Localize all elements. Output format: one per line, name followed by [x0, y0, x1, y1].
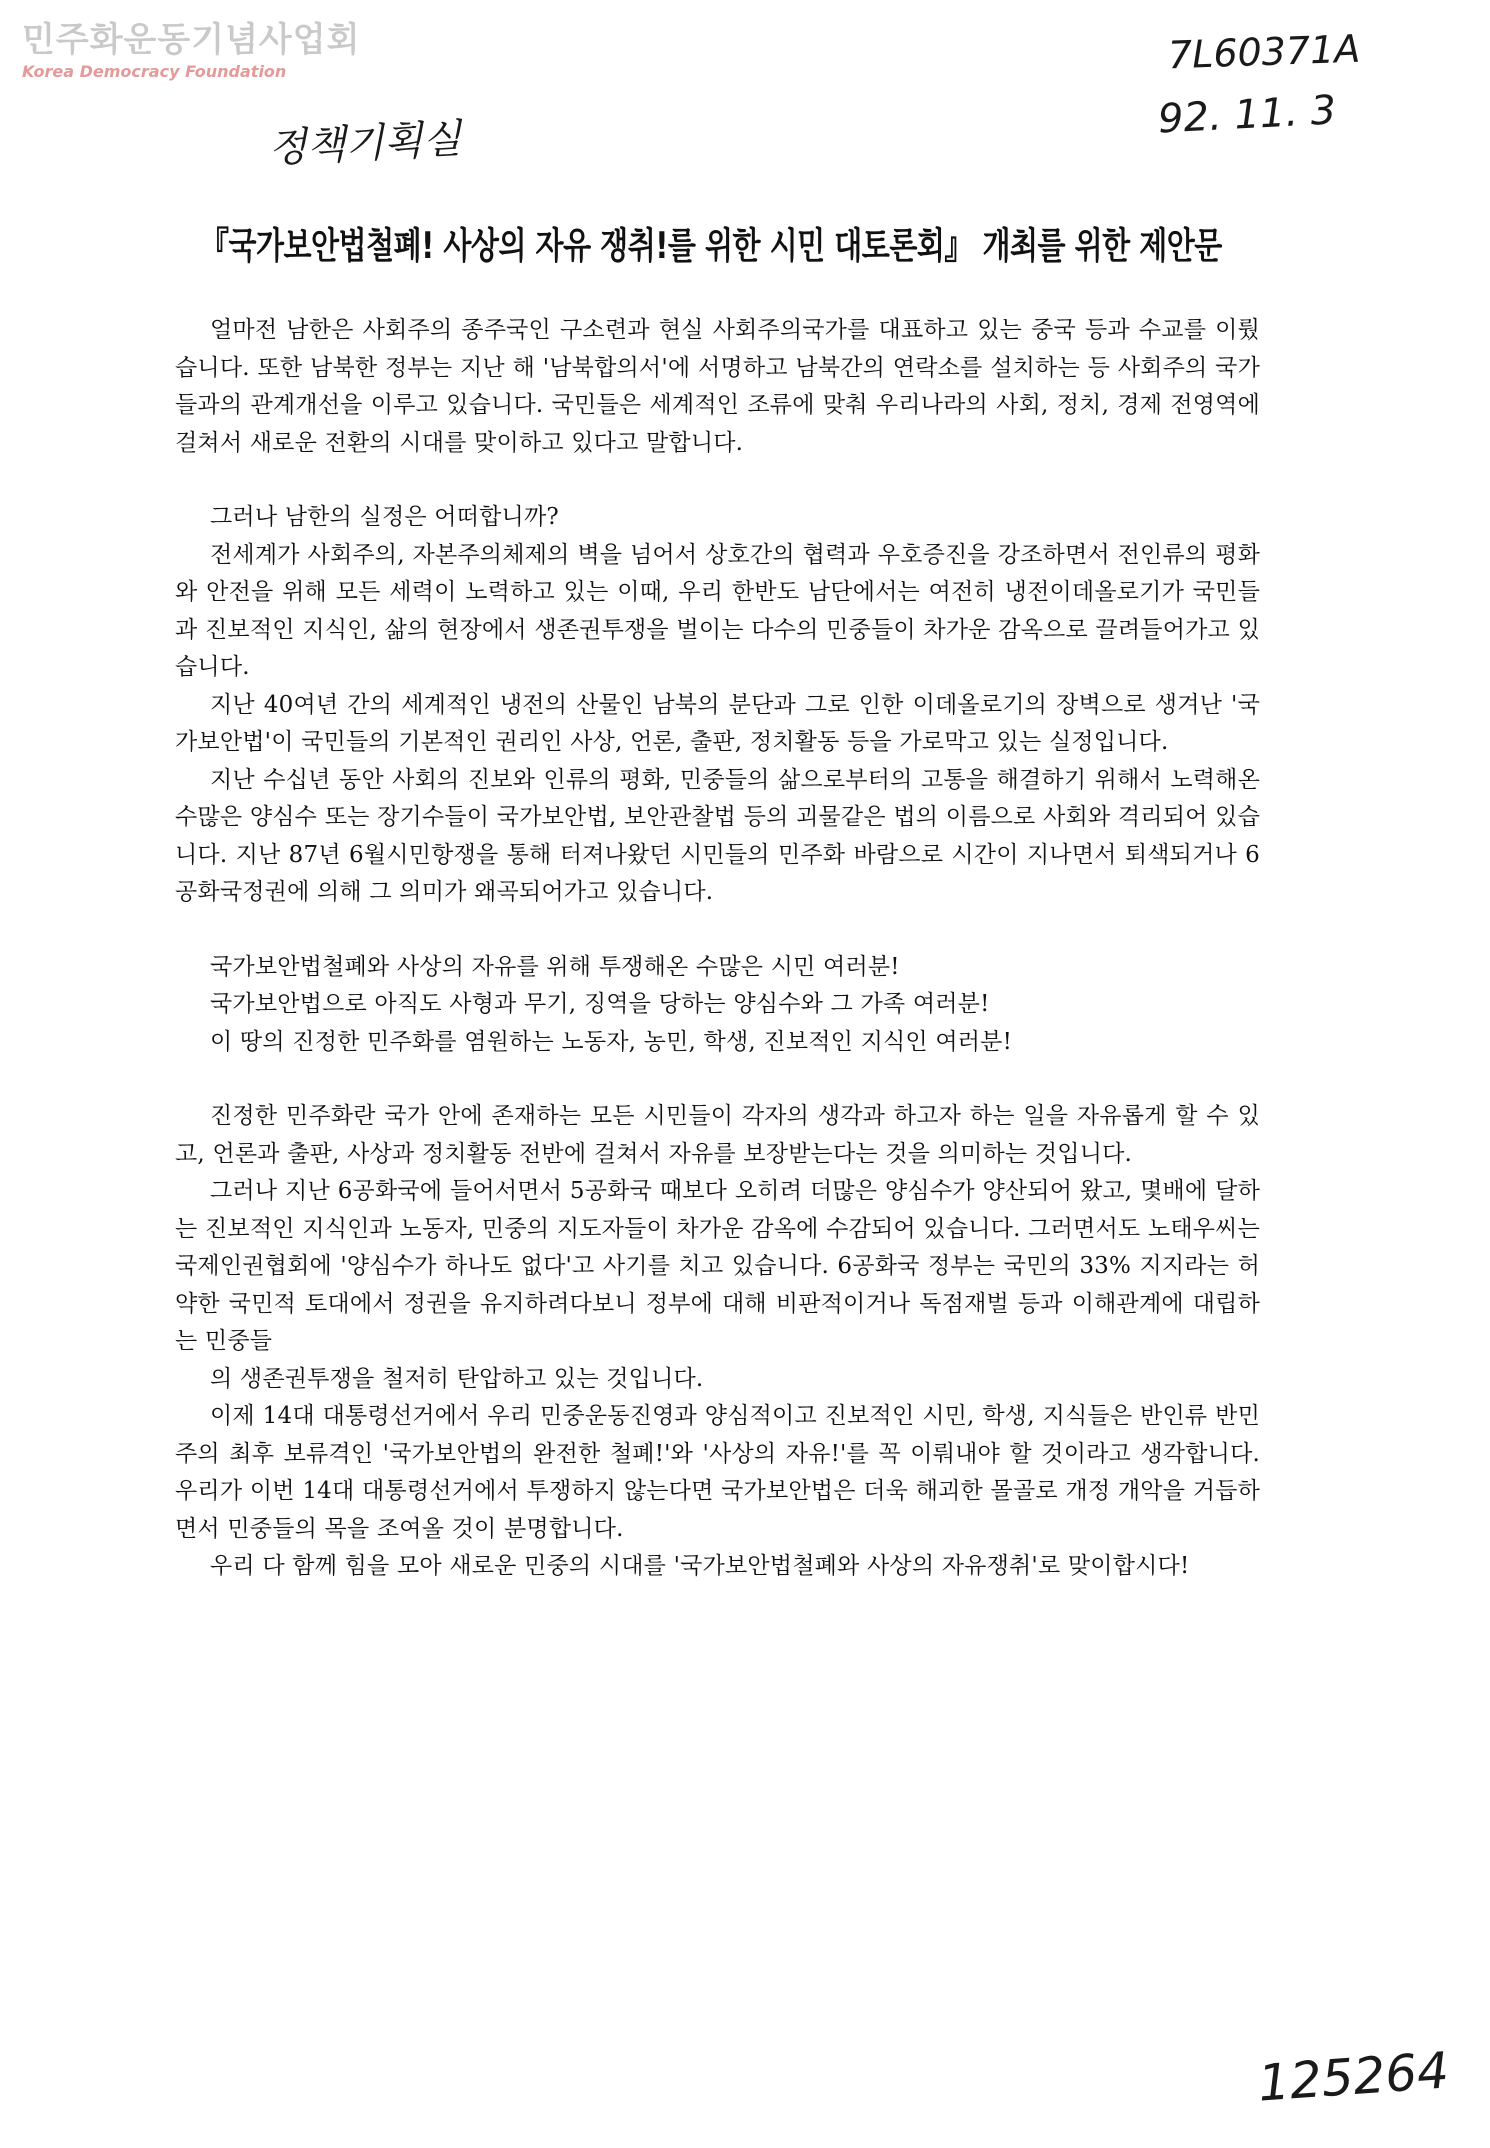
paragraph: 그러나 남한의 실정은 어떠합니까?	[210, 504, 559, 530]
paragraph: 지난 수십년 동안 사회의 진보와 인류의 평화, 민중들의 삶으로부터의 고통을 해결하기 위해서 노력해온 수많은 양심수 또는 장기수들이 국가보안법, 보안관찰법 등의 괴물같은 법의 이름으로 사회와 격리되어 있습니다. 지난 87년 6월시민항쟁을 통해 터져나왔던 시민들의 민주화 바람으로 시간이 지나면서 퇴색되거나 6공화국정권에 의해 그 의미가 왜곡되어가고 있습니다.	[175, 766, 1260, 905]
document-body	[175, 312, 1260, 1586]
appeal-line: 이 땅의 진정한 민주화를 염원하는 노동자, 농민, 학생, 진보적인 지식인 여러분!	[210, 1028, 1013, 1055]
handwritten-date: 92. 11. 3	[1156, 87, 1338, 143]
appeal-line: 국가보안법철폐와 사상의 자유를 위해 투쟁해온 수많은 시민 여러분!	[210, 953, 900, 980]
handwritten-department: 정책기획실	[267, 115, 463, 173]
handwritten-doc-id: 7L60371A	[1167, 26, 1361, 78]
paragraph: 의 생존권투쟁을 철저히 탄압하고 있는 것입니다.	[210, 1365, 704, 1392]
paragraph: 이제 14대 대통령선거에서 우리 민중운동진영과 양심적이고 진보적인 시민, 학생, 지식들은 반인류 반민주의 최후 보류격인 '국가보안법의 완전한 철폐!'와 '사상의 자유!'를 꼭 이뤄내야 할 것이라고 생각합니다. 우리가 이번 14대 대통령선거에서 투쟁하지 않는다면 국가보안법은 더욱 해괴한 몰골로 개정 개악을 거듭하면서 민중들의 목을 조여올 것이 분명합니다.	[175, 1403, 1260, 1542]
handwritten-page-number: 125264	[1256, 2041, 1451, 2113]
paragraph: 그러나 지난 6공화국에 들어서면서 5공화국 때보다 오히려 더많은 양심수가 양산되어 왔고, 몇배에 달하는 진보적인 지식인과 노동자, 민중의 지도자들이 차가운 감옥에 수감되어 있습니다. 그러면서도 노태우씨는 국제인권협회에 '양심수가 하나도 없다'고 사기를 치고 있습니다. 6공화국 정부는 국민의 33% 지지라는 허약한 국민적 토대에서 정권을 유지하려다보니 정부에 대해 비판적이거나 독점재벌 등과 이해관계에 대립하는 민중들	[175, 1178, 1260, 1354]
paragraph: 얼마전 남한은 사회주의 종주국인 구소련과 현실 사회주의국가를 대표하고 있는 중국 등과 수교를 이뤘습니다. 또한 남북한 정부는 지난 해 '남북합의서'에 서명하고 남북간의 연락소를 설치하는 등 사회주의 국가들과의 관계개선을 이루고 있습니다. 국민들은 세계적인 조류에 맞춰 우리나라의 사회, 정치, 경제 전영역에 걸쳐서 새로운 전환의 시대를 맞이하고 있다고 말합니다.	[175, 317, 1260, 456]
watermark-english: Korea Democracy Foundation	[22, 62, 287, 81]
paragraph: 지난 40여년 간의 세계적인 냉전의 산물인 남북의 분단과 그로 인한 이데올로기의 장벽으로 생겨난 '국가보안법'이 국민들의 기본적인 권리인 사상, 언론, 출판, 정치활동 등을 가로막고 있는 실정입니다.	[175, 691, 1260, 755]
watermark-korean: 민주화운동기념사업회	[22, 20, 361, 60]
paragraph: 진정한 민주화란 국가 안에 존재하는 모든 시민들이 각자의 생각과 하고자 하는 일을 자유롭게 할 수 있고, 언론과 출판, 사상과 정치활동 전반에 걸쳐서 자유를 보장받는다는 것을 의미하는 것입니다.	[175, 1103, 1260, 1167]
paragraph: 전세계가 사회주의, 자본주의체제의 벽을 넘어서 상호간의 협력과 우호증진을 강조하면서 전인류의 평화와 안전을 위해 모든 세력이 노력하고 있는 이때, 우리 한반도 남단에서는 여전히 냉전이데올로기가 국민들과 진보적인 지식인, 삶의 현장에서 생존권투쟁을 벌이는 다수의 민중들이 차가운 감옥으로 끌려들어가고 있습니다.	[175, 541, 1260, 680]
document-title: 『국가보안법철폐! 사상의 자유 쟁취!를 위한 시민 대토론회』 개최를 위한 제안문	[200, 224, 1222, 267]
paragraph: 우리 다 함께 힘을 모아 새로운 민중의 시대를 '국가보안법철폐와 사상의 자유쟁취'로 맞이합시다!	[210, 1553, 1190, 1579]
watermark-logo	[22, 20, 360, 82]
appeal-line: 국가보안법으로 아직도 사형과 무기, 징역을 당하는 양심수와 그 가족 여러분!	[210, 991, 990, 1017]
